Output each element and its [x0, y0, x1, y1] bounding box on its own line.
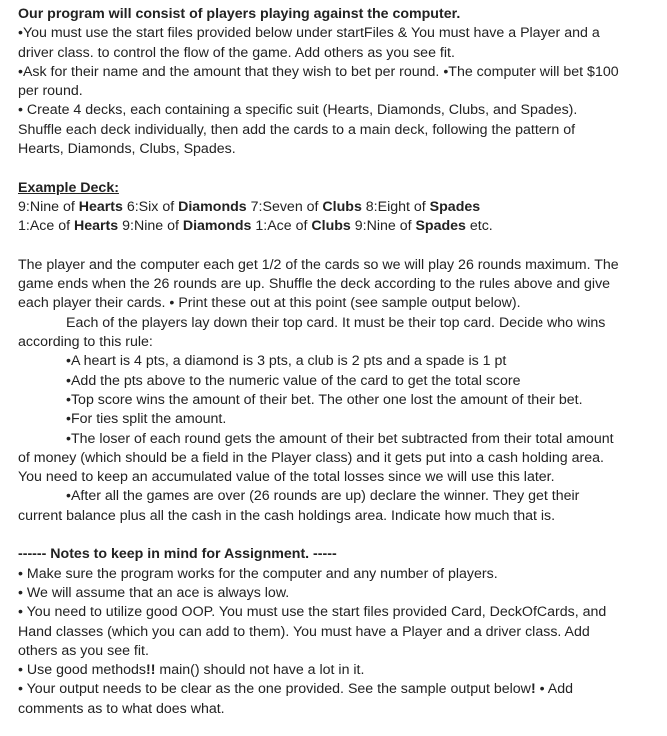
- spacer: [18, 526, 655, 545]
- card-suit: Hearts: [74, 218, 119, 235]
- rules-line: each player their cards. • Print these out at this point (see sample output below).: [18, 295, 521, 312]
- card-suit: Hearts: [78, 198, 123, 215]
- notes-emphasis: !!: [146, 662, 156, 679]
- intro-line: Hearts, Diamonds, Clubs, Spades.: [18, 141, 236, 158]
- rules-paragraph-cont: according to this rule:: [18, 334, 153, 351]
- card-text: 6:Six of: [122, 198, 179, 215]
- notes-line: • We will assume that an ace is always low.: [18, 584, 290, 601]
- notes-text: • Add: [535, 681, 573, 698]
- intro-line: •Ask for their name and the amount that they wish to bet per round. •The computer will bet $100: [18, 63, 619, 80]
- spacer: [18, 159, 655, 178]
- notes-line: • You need to utilize good OOP. You must use the start files provided Card, DeckOfCards, and: [18, 604, 607, 621]
- rule-bullet: •The loser of each round gets the amount of their bet subtracted from their total amount: [66, 430, 614, 447]
- card-text: 7:Seven of: [246, 198, 323, 215]
- notes-output-line: [18, 680, 655, 699]
- intro-line: •You must use the start files provided below under startFiles & You must have a Player and a: [18, 25, 600, 42]
- notes-line: • Make sure the program works for the computer and any number of players.: [18, 565, 498, 582]
- rule-bullet: •For ties split the amount.: [66, 411, 227, 428]
- card-text: 9:Nine of: [350, 218, 416, 235]
- example-deck-heading: Example Deck:: [18, 179, 119, 196]
- rule-bullet: •After all the games are over (26 rounds are up) declare the winner. They get their: [66, 488, 580, 505]
- rule-bullet: •Add the pts above to the numeric value of the card to get the total score: [66, 372, 521, 389]
- notes-text: • Use good methods: [18, 662, 146, 679]
- card-suit: Diamonds: [178, 198, 247, 215]
- card-text: 1:Ace of: [251, 218, 312, 235]
- rules-line: The player and the computer each get 1/2 of the cards so we will play 26 rounds maximum. The: [18, 256, 619, 273]
- card-text: 9:Nine of: [18, 198, 79, 215]
- notes-line: Hand classes (which you can add to them). You must have a Player and a driver class. Add: [18, 623, 590, 640]
- intro-heading: Our program will consist of players playing against the computer.: [18, 6, 461, 22]
- notes-text: • Your output needs to be clear as the one provided. See the sample output below: [18, 681, 531, 698]
- example-deck-row-1: [18, 198, 655, 217]
- notes-text: main() should not have a lot in it.: [155, 662, 365, 679]
- rule-bullet-cont: You need to keep an accumulated value of the total losses since we will use this later.: [18, 469, 555, 486]
- card-suit: Clubs: [322, 198, 362, 215]
- rules-line: game ends when the 26 rounds are up. Shuffle the deck according to the rules above and give: [18, 276, 611, 293]
- rule-bullet-cont: of money (which should be a field in the Player class) and it gets put into a cash holding area.: [18, 449, 604, 466]
- rule-bullet: •A heart is 4 pts, a diamond is 3 pts, a club is 2 pts and a spade is 1 pt: [66, 353, 507, 370]
- rule-bullet-cont: current balance plus all the cash in the cash holdings area. Indicate how much that is.: [18, 507, 556, 524]
- notes-methods-line: [18, 661, 655, 680]
- card-suit: Spades: [415, 218, 466, 235]
- example-deck-row-2: [18, 217, 655, 236]
- card-text: etc.: [465, 218, 493, 235]
- rules-paragraph-first: Each of the players lay down their top card. It must be their top card. Decide who wins: [66, 314, 606, 331]
- card-suit: Diamonds: [182, 218, 252, 235]
- card-text: 1:Ace of: [18, 218, 74, 235]
- spacer: [18, 237, 655, 256]
- intro-line: • Create 4 decks, each containing a specific suit (Hearts, Diamonds, Clubs, and Spades).: [18, 102, 578, 119]
- intro-line: driver class. to control the flow of the game. Add others as you see fit.: [18, 44, 455, 61]
- notes-line: others as you see fit.: [18, 642, 149, 659]
- intro-line: per round.: [18, 83, 83, 100]
- card-text: 8:Eight of: [361, 198, 430, 215]
- rule-bullet: •Top score wins the amount of their bet. The other one lost the amount of their bet.: [66, 391, 583, 408]
- card-suit: Clubs: [311, 218, 351, 235]
- notes-line: comments as to what does what.: [18, 700, 225, 717]
- notes-emphasis: !: [530, 681, 536, 698]
- intro-line: Shuffle each deck individually, then add the cards to a main deck, following the pattern of: [18, 121, 576, 138]
- notes-heading: ------ Notes to keep in mind for Assignment. -----: [18, 546, 337, 563]
- card-text: 9:Nine of: [118, 218, 183, 235]
- card-suit: Spades: [429, 198, 481, 215]
